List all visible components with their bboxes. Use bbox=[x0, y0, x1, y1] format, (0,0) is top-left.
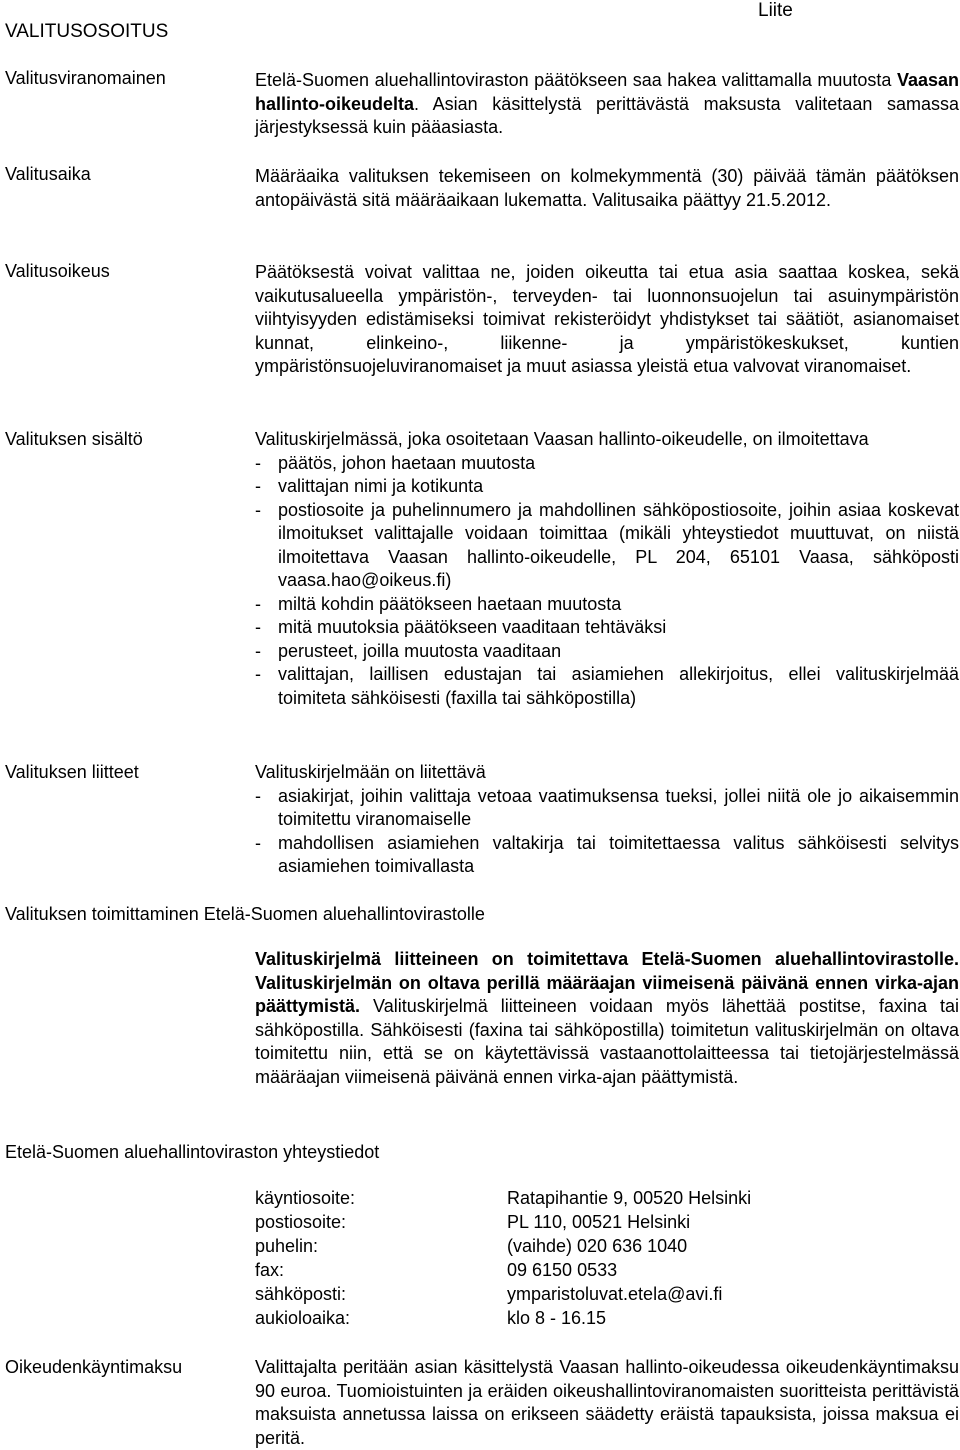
list-item: - miltä kohdin päätökseen haetaan muutosta bbox=[255, 593, 959, 617]
contact-table bbox=[255, 1187, 751, 1331]
label-oikeudenkayntimaksu: Oikeudenkäyntimaksu bbox=[5, 1357, 183, 1377]
court-name: Vaasan hallinto-oikeudelta bbox=[255, 70, 959, 114]
label-valituksen-sisalto: Valituksen sisältö bbox=[5, 429, 143, 449]
table-row: fax: 09 6150 0533 bbox=[255, 1260, 618, 1280]
section-toimittaminen bbox=[255, 948, 959, 1089]
heading-toimittaminen: Valituksen toimittaminen Etelä-Suomen aluehallintovirastolle bbox=[5, 904, 485, 924]
table-row: aukioloaika: klo 8 - 16.15 bbox=[255, 1308, 607, 1328]
section-valitusviranomainen bbox=[255, 69, 959, 140]
table-row: puhelin: (vaihde) 020 636 1040 bbox=[255, 1236, 688, 1256]
label-valitusaika: Valitusaika bbox=[5, 164, 91, 184]
label-valituksen-liitteet: Valituksen liitteet bbox=[5, 762, 139, 782]
liitteet-list bbox=[255, 785, 959, 879]
section-valituksen-liitteet bbox=[255, 761, 959, 879]
contact-table-wrap bbox=[255, 1187, 751, 1331]
section-oikeudenkayntimaksu bbox=[255, 1356, 959, 1450]
list-item: - postiosoite ja puhelinnumero ja mahdollinen sähköpostiosoite, joihin asiaa koskevat ilmoitukset valittajalle voidaan toimittaa (mikäli yhteystiedot muuttuvat, on niistä ilmoitettava Vaasan hallinto-oikeudelle, PL 204, 65101 Vaasa, sähköposti vaasa.hao@oikeus.fi) bbox=[255, 499, 959, 593]
document-title: VALITUSOSOITUS bbox=[5, 21, 169, 42]
section-valitusaika bbox=[255, 165, 959, 212]
valitusviranomainen-text: Etelä-Suomen aluehallintoviraston päätökseen saa hakea valittamalla muutosta Vaasan hallinto-oikeudelta. Asian käsittelystä perittävästä maksusta valitetaan samassa järjestyksessä kuin pääasiasta. bbox=[255, 70, 959, 137]
table-row: käyntiosoite: Ratapihantie 9, 00520 Helsinki bbox=[255, 1188, 752, 1208]
attachment-label: Liite bbox=[758, 0, 793, 21]
valitusoikeus-text: Päätöksestä voivat valittaa ne, joiden oikeutta tai etua asia saattaa koskea, sekä vaikutusalueella ympäristön-, terveyden- tai luonnonsuojelun tai asuinympäristön viihtyisyyden edistämiseksi toimivat rekisteröidyt yhdistykset tai säätiöt, asianomaiset kunnat, elinkeino-, liikenne- ja ympäristökeskukset, kuntien ympäristönsuojeluviranomaiset ja muut asiassa yleistä etua valvovat viranomaiset. bbox=[255, 262, 959, 376]
toimittaminen-bold: Valituskirjelmä liitteineen on toimitettava Etelä-Suomen aluehallintovirastolle. Valituskirjelmän on oltava perillä määräajan viimeisenä päivänä ennen virka-ajan päättymistä. bbox=[255, 949, 959, 1016]
label-valitusviranomainen: Valitusviranomainen bbox=[5, 68, 166, 88]
list-item: - asiakirjat, joihin valittaja vetoaa vaatimuksensa tueksi, jollei niitä ole jo aikaisemmin toimitettu viranomaiselle bbox=[255, 785, 959, 832]
list-item: - valittajan, laillisen edustajan tai asiamiehen allekirjoitus, ellei valituskirjelmää toimiteta sähköisesti (faxilla tai sähköpostilla) bbox=[255, 663, 959, 710]
sisalto-list bbox=[255, 452, 959, 711]
toimittaminen-text: Valituskirjelmä liitteineen on toimitettava Etelä-Suomen aluehallintovirastolle. Valituskirjelmän on oltava perillä määräajan viimeisenä päivänä ennen virka-ajan päättymistä. Valituskirjelmä liitteineen voidaan myös lähettää postitse, faxina tai sähköpostilla. Sähköisesti (faxina tai sähköpostilla) toimitetun valituskirjelmän on oltava toimitettu niin, että se on käytettävissä vastaanottolaitteessa tai tietojärjestelmässä määräajan viimeisenä päivänä ennen virka-ajan päättymistä. bbox=[255, 949, 959, 1087]
liitteet-intro: Valituskirjelmään on liitettävä bbox=[255, 762, 486, 782]
section-valitusoikeus bbox=[255, 261, 959, 379]
list-item: - päätös, johon haetaan muutosta bbox=[255, 452, 959, 476]
heading-yhteystiedot: Etelä-Suomen aluehallintoviraston yhteystiedot bbox=[5, 1142, 380, 1162]
table-row: sähköposti: ymparistoluvat.etela@avi.fi bbox=[255, 1283, 751, 1307]
valitusaika-text: Määräaika valituksen tekemiseen on kolmekymmentä (30) päivää tämän päätöksen antopäivästä sitä määräaikaan lukematta. Valitusaika päättyy 21.5.2012. bbox=[255, 166, 959, 210]
table-row: postiosoite: PL 110, 00521 Helsinki bbox=[255, 1212, 691, 1232]
list-item: - mitä muutoksia päätökseen vaaditaan tehtäväksi bbox=[255, 616, 959, 640]
sisalto-intro: Valituskirjelmässä, joka osoitetaan Vaasan hallinto-oikeudelle, on ilmoitettava bbox=[255, 429, 869, 449]
email-address: ymparistoluvat.etela@avi.fi bbox=[507, 1284, 723, 1304]
maksu-text: Valittajalta peritään asian käsittelystä Vaasan hallinto-oikeudessa oikeudenkäyntimaksu 90 euroa. Tuomioistuinten ja eräiden oikeushallintoviranomaisten suoritteista perittävistä maksuista annetussa laissa on erikseen säädetty eräistä tapauksista, joissa maksua ei peritä. bbox=[255, 1357, 959, 1448]
list-item: - mahdollisen asiamiehen valtakirja tai toimitettaessa valitus sähköisesti selvitys asiamiehen toimivallasta bbox=[255, 832, 959, 879]
section-valituksen-sisalto bbox=[255, 428, 959, 710]
list-item: - perusteet, joilla muutosta vaaditaan bbox=[255, 640, 959, 664]
label-valitusoikeus: Valitusoikeus bbox=[5, 261, 110, 281]
list-item: - valittajan nimi ja kotikunta bbox=[255, 475, 959, 499]
